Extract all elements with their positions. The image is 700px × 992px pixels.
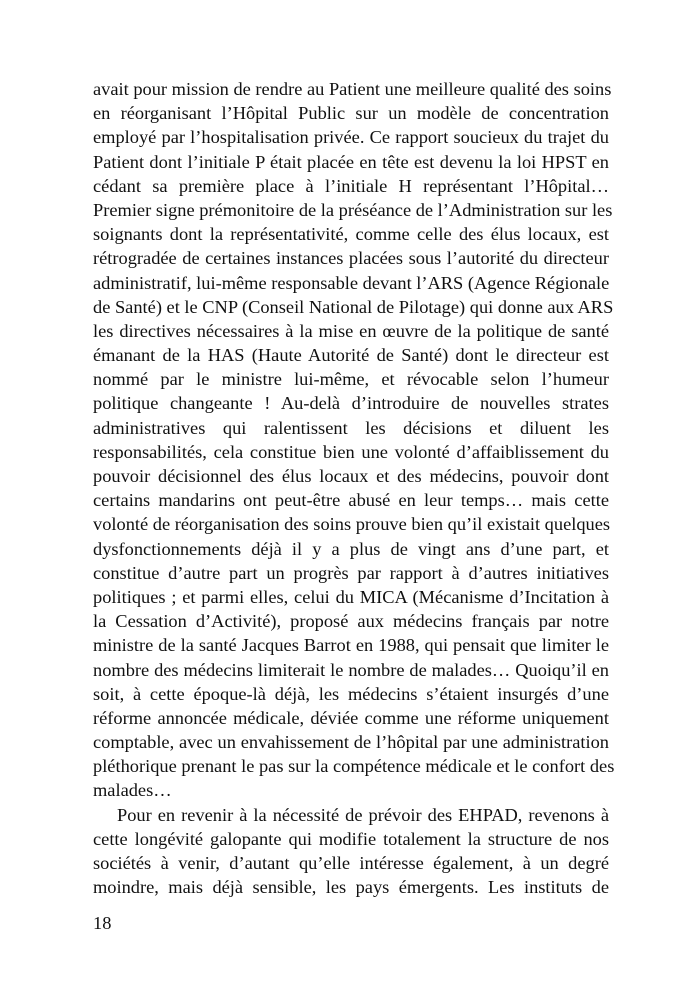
body-text [93, 77, 615, 899]
text-line: cette longévité galopante qui modifie totalement la structure de nos [93, 828, 609, 849]
page-number: 18 [93, 913, 112, 933]
text-line: soit, à cette époque-là déjà, les médecins s’étaient insurgés d’une [93, 683, 609, 704]
text-line: moindre, mais déjà sensible, les pays émergents. Les instituts de [93, 877, 609, 898]
text-line: pléthorique prenant le pas sur la compétence médicale et le confort des [93, 756, 615, 777]
text-line: nombre des médecins limiterait le nombre de malades… Quoiqu’il en [93, 659, 609, 680]
text-line: constitue d’autre part un progrès par rapport à d’autres initiatives [93, 562, 609, 583]
text-line: pouvoir décisionnel des élus locaux et des médecins, pouvoir dont [93, 466, 609, 486]
text-line: dysfonctionnements déjà il y a plus de vingt ans d’une part, et [93, 538, 609, 559]
text-line: politiques ; et parmi elles, celui du MICA (Mécanisme d’Incitation à [93, 586, 609, 607]
text-line: Pour en revenir à la nécessité de prévoir des EHPAD, revenons à [117, 804, 609, 825]
text-line: politique changeante ! Au-delà d’introduire de nouvelles strates [93, 393, 609, 414]
text-line: sociétés à venir, d’autant qu’elle intéresse également, à un degré [93, 853, 609, 873]
text-line: les directives nécessaires à la mise en œuvre de la politique de santé [93, 320, 609, 341]
text-line: employé par l’hospitalisation privée. Ce rapport soucieux du trajet du [93, 127, 609, 148]
paragraph [93, 77, 615, 803]
text-line: administratif, lui-même responsable devant l’ARS (Agence Régionale [93, 272, 610, 293]
text-line: volonté de réorganisation des soins prouve bien qu’il existait quelques [93, 514, 611, 535]
paragraph [93, 803, 609, 900]
text-line: administratives qui ralentissent les décisions et diluent les [93, 417, 609, 438]
text-line: en réorganisant l’Hôpital Public sur un modèle de concentration [93, 103, 609, 124]
text-line: cédant sa première place à l’initiale H représentant l’Hôpital… [93, 175, 609, 196]
text-line: malades… [93, 780, 172, 801]
text-line: Patient dont l’initiale P était placée en tête est devenu la loi HPST en [93, 151, 609, 172]
text-line: certains mandarins ont peut-être abusé en leur temps… mais cette [93, 490, 609, 511]
text-line: soignants dont la représentativité, comme celle des élus locaux, est [93, 224, 609, 245]
text-line: réforme annoncée médicale, déviée comme une réforme uniquement [93, 707, 609, 728]
text-line: Premier signe prémonitoire de la préséance de l’Administration sur les [93, 199, 613, 220]
text-line: avait pour mission de rendre au Patient une meilleure qualité des soins [93, 79, 612, 99]
text-line: comptable, avec un envahissement de l’hôpital par une administration [93, 732, 609, 753]
text-line: rétrogradée de certaines instances placées sous l’autorité du directeur [93, 248, 609, 269]
text-line: émanant de la HAS (Haute Autorité de Santé) dont le directeur est [93, 345, 609, 366]
text-line: de Santé) et le CNP (Conseil National de Pilotage) qui donne aux ARS [93, 296, 614, 317]
text-line: la Cessation d’Activité), proposé aux médecins français par notre [93, 611, 609, 632]
text-line: responsabilités, cela constitue bien une volonté d’affaiblissement du [93, 441, 609, 462]
text-line: ministre de la santé Jacques Barrot en 1988, qui pensait que limiter le [93, 635, 609, 656]
text-line: nommé par le ministre lui-même, et révocable selon l’humeur [93, 369, 609, 390]
